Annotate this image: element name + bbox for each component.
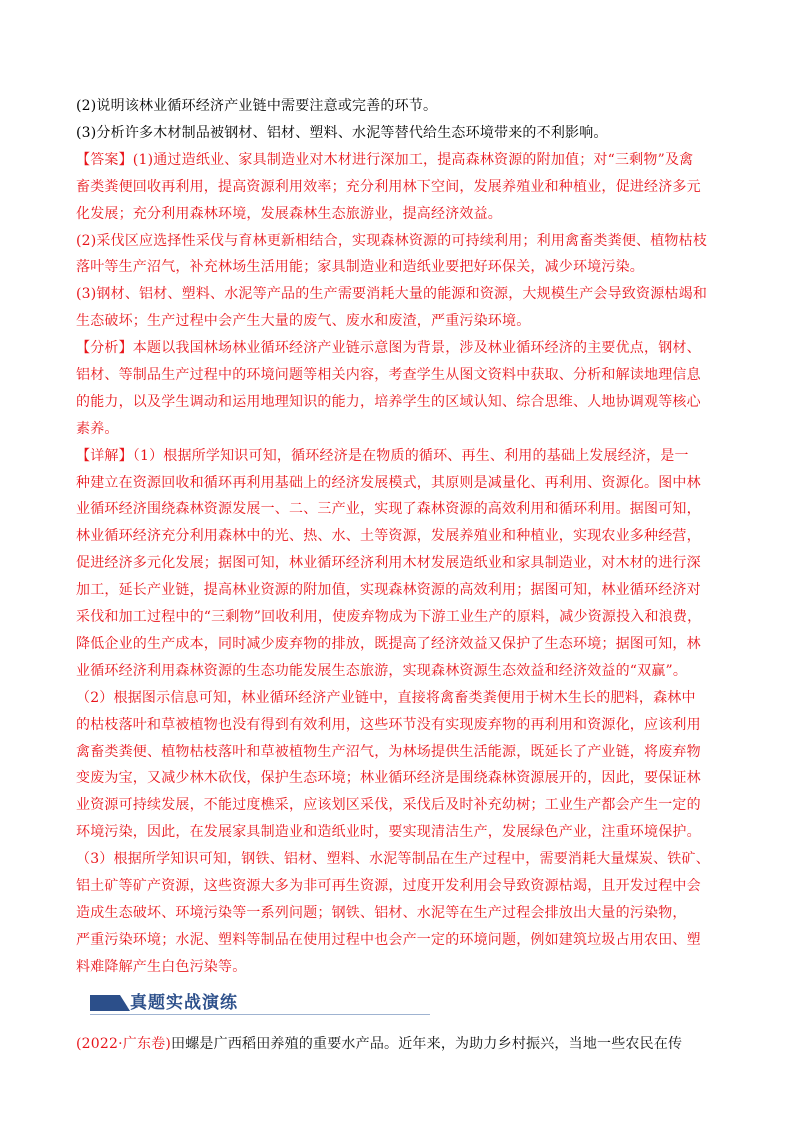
detail-line: 加工，延长产业链，提高林业资源的附加值，实现森林资源的高效利用；据图可知，林业循环经济对 (76, 582, 701, 598)
detail-line: 环境污染，因此，在发展家具制造业和造纸业时，要实现清洁生产，发展绿色产业，注重环境保护。 (76, 824, 701, 840)
question-3: (3)分析许多木材制品被钢材、铝材、塑料、水泥等替代给生态环境带来的不利影响。 (76, 125, 608, 141)
answer-line: 【答案】(1)通过造纸业、家具制造业对木材进行深加工，提高森林资源的附加值；对“三剩物”及禽 (76, 152, 694, 168)
analysis-line: 【分析】本题以我国林场林业循环经济产业链示意图为背景，涉及林业循环经济的主要优点，钢材、 (76, 340, 701, 356)
detail-line: 业循环经济围绕森林资源发展一、二、三产业，实现了森林资源的高效利用和循环利用。据图可知， (76, 501, 701, 517)
detail-line: 林业循环经济充分利用森林中的光、热、水、土等资源，发展养殖业和种植业，实现农业多种经营， (76, 528, 701, 544)
answer-line: 畜类粪便回收再利用，提高资源利用效率；充分利用林下空间，发展养殖业和种植业，促进经济多元 (76, 179, 701, 195)
detail-line: 变废为宝，又减少林木砍伐，保护生态环境；林业循环经济是围绕森林资源展开的，因此，要保证林 (76, 770, 701, 786)
detail-line: 严重污染环境；水泥、塑料等制品在使用过程中也会产一定的环境问题，例如建筑垃圾占用农田、塑 (76, 932, 701, 948)
next-question (76, 1029, 682, 1059)
answer-line: (3)钢材、铝材、塑料、水泥等产品的生产需要消耗大量的能源和资源，大规模生产会导致资源枯竭和 (76, 286, 708, 302)
detail-line: 采伐和加工过程中的“三剩物”回收利用，使废弃物成为下游工业生产的原料，减少资源投入和浪费， (76, 609, 702, 625)
section-heading (90, 989, 430, 1017)
detail-line: 料难降解产生白色污染等。 (76, 959, 247, 975)
detail-line: 促进经济多元化发展；据图可知，林业循环经济利用木材发展造纸业和家具制造业，对木材的进行深 (76, 555, 701, 571)
section-heading-rule (90, 1014, 430, 1015)
detail-line: 降低企业的生产成本，同时减少废弃物的排放，既提高了经济效益又保护了生态环境；据图可知，林 (76, 636, 701, 652)
detail-line: （3）根据所学知识可知，钢铁、铝材、塑料、水泥等制品在生产过程中，需要消耗大量煤炭、铁矿、 (76, 851, 710, 867)
section-heading-marker (90, 995, 120, 1011)
detail-line: （2）根据图示信息可知，林业循环经济产业链中，直接将禽畜类粪便用于树木生长的肥料，森林中 (76, 690, 696, 706)
answer-line: 生态破坏；生产过程中会产生大量的废气、废水和废渣，严重污染环境。 (76, 313, 531, 329)
detail-line: 业循环经济利用森林资源的生态功能发展生态旅游，实现森林资源生态效益和经济效益的“双赢”。 (76, 663, 688, 679)
section-heading-title: 真题实战演练 (130, 993, 238, 1013)
detail-line: 业资源可持续发展，不能过度樵采，应该划区采伐，采伐后及时补充幼树；工业生产都会产生一定的 (76, 797, 701, 813)
detail-line: 造成生态破坏、环境污染等一系列问题；钢铁、铝材、水泥等在生产过程会排放出大量的污染物， (76, 905, 687, 921)
analysis-line: 铝材、等制品生产过程中的环境问题等相关内容，考查学生从图文资料中获取、分析和解读地理信息 (76, 367, 701, 383)
detail-line: 的枯枝落叶和草被植物也没有得到有效利用，这些环节没有实现废弃物的再利用和资源化，应该利用 (76, 717, 701, 733)
question-text: 田螺是广西稻田养殖的重要水产品。近年来，为助力乡村振兴，当地一些农民在传 (171, 1036, 683, 1052)
detail-line: 禽畜类粪便、植物枯枝落叶和草被植物生产沼气，为林场提供生活能源，既延长了产业链，将废弃物 (76, 744, 701, 760)
answer-line: (2)采伐区应选择性采伐与育林更新相结合，实现森林资源的可持续利用；利用禽畜类粪便、植物枯枝 (76, 233, 708, 249)
question-2: (2)说明该林业循环经济产业链中需要注意或完善的环节。 (76, 98, 438, 114)
detail-line: 铝土矿等矿产资源，这些资源大多为非可再生资源，过度开发利用会导致资源枯竭，且开发过程中会 (76, 878, 701, 894)
detail-line: 【详解】（1）根据所学知识可知，循环经济是在物质的循环、再生、利用的基础上发展经济，是一 (76, 448, 689, 464)
answer-line: 化发展；充分利用森林环境，发展森林生态旅游业，提高经济效益。 (76, 206, 502, 222)
answer-line: 落叶等生产沼气，补充林场生活用能；家具制造业和造纸业要把好环保关，减少环境污染。 (76, 259, 644, 275)
analysis-line: 的能力，以及学生调动和运用地理知识的能力，培养学生的区域认知、综合思维、人地协调观等核心 (76, 394, 701, 410)
analysis-line: 素养。 (76, 421, 119, 437)
question-source: (2022·广东卷) (76, 1036, 172, 1052)
detail-line: 种建立在资源回收和循环再利用基础上的经济发展模式，其原则是减量化、再利用、资源化。图中林 (76, 475, 701, 491)
